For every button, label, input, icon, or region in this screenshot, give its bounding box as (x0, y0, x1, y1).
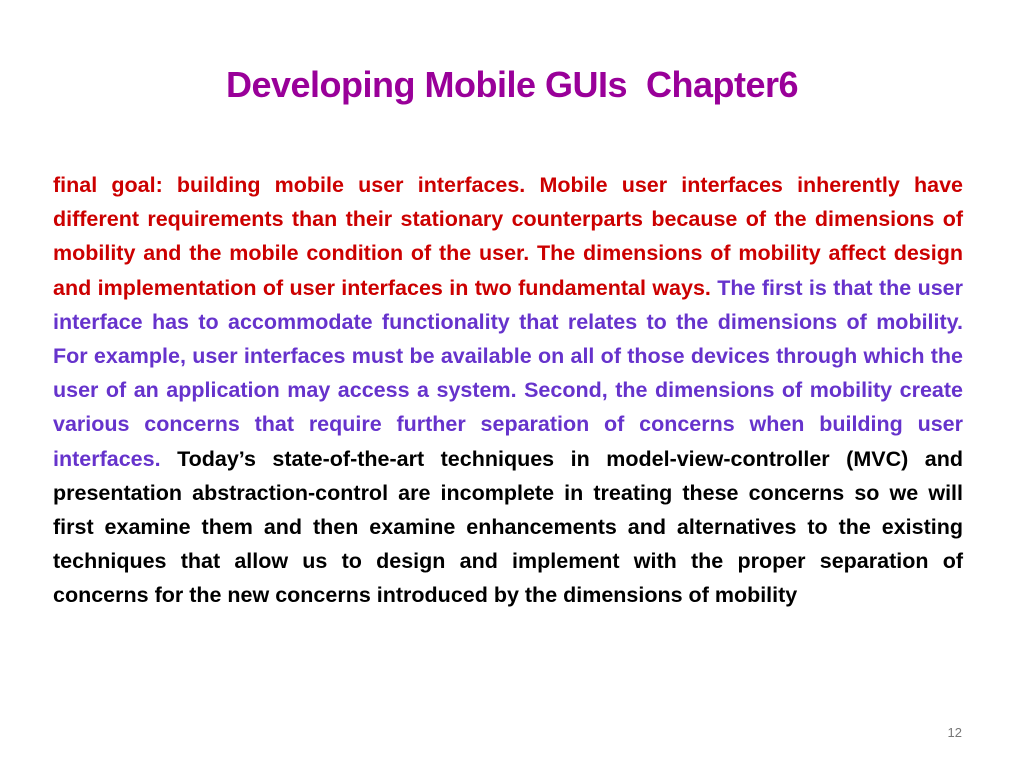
text-segment-purple: The first is that the user interface has to accommodate functionality that relates to the dimensions of mobility. For example, user interfaces must be available on all of those devices through which the user of an application may access a system. Second, the dimensions of mobility create various concerns that require further separation of concerns when building user interfaces. (53, 275, 963, 471)
slide-title: Developing Mobile GUIs Chapter6 (225, 64, 799, 105)
page-number: 12 (947, 725, 962, 740)
text-segment-red: final goal: building mobile user interfaces. Mobile user interfaces inherently have different requirements than their stationary counterparts because of the dimensions of mobility and the mobile condition of the user. The dimensions of mobility affect design and implementation of user interfaces in two fundamental ways. (53, 173, 963, 300)
body-paragraph (53, 168, 963, 613)
text-segment-black: Today’s state-of-the-art techniques in model-view-controller (MVC) and presentation abstraction-control are incomplete in treating these concerns so we will first examine them and then examine enhancements and alternatives to the existing techniques that allow us to design and implement with the proper separation of concerns for the new concerns introduced by the dimensions of mobility (53, 446, 963, 608)
